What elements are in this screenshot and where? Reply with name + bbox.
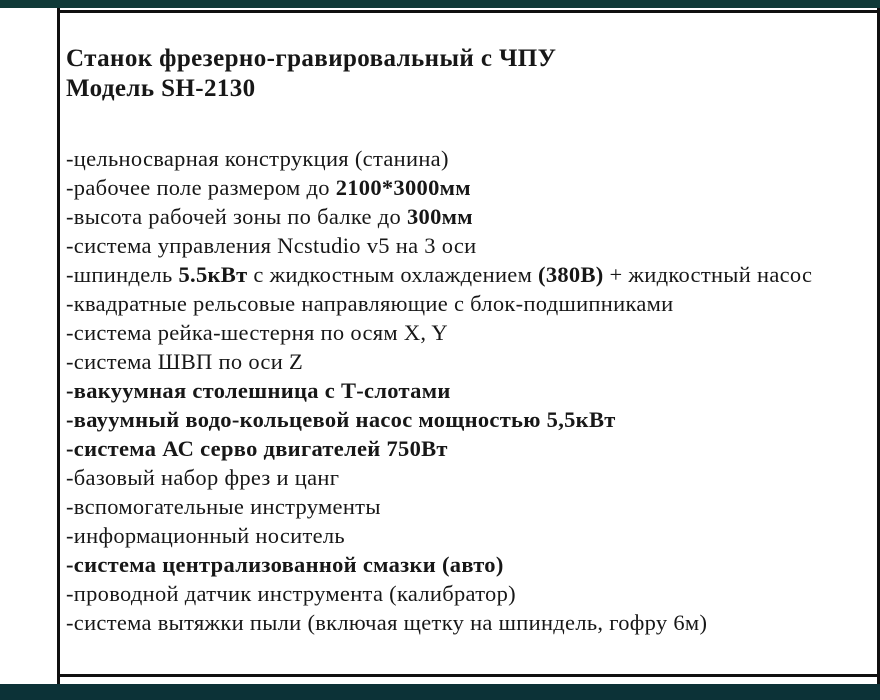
spec-text-bold: (380В) [538, 262, 604, 287]
spec-text-bold: -система АС серво двигателей 750Вт [66, 436, 448, 461]
bottom-teal-bar [0, 684, 880, 700]
spec-line [66, 144, 875, 173]
spec-line [66, 318, 875, 347]
spec-text-bold: 5.5кВт [178, 262, 248, 287]
spec-text: -шпиндель [66, 262, 179, 287]
spec-list [66, 144, 875, 637]
spec-text: -вспомогательные инструменты [66, 494, 381, 519]
spec-line [66, 376, 875, 405]
spec-line [66, 608, 875, 637]
spec-text: -система вытяжки пыли (включая щетку на шпиндель, гофру 6м) [66, 610, 708, 635]
spec-line [66, 202, 875, 231]
spec-text: + жидкостный насос [603, 262, 813, 287]
spec-line [66, 492, 875, 521]
title-line-1: Станок фрезерно-гравировальный с ЧПУ [66, 45, 557, 72]
frame-bottom-border [60, 674, 877, 677]
document-body [60, 8, 877, 674]
spec-text: с жидкостным охлаждением [247, 262, 539, 287]
top-teal-bar [0, 0, 880, 8]
spec-line [66, 550, 875, 579]
spec-text-bold: -вакуумная столешница с Т-слотами [66, 378, 451, 403]
spec-text: -система ШВП по оси Z [66, 349, 304, 374]
spec-line [66, 434, 875, 463]
spec-text: -базовый набор фрез и цанг [66, 465, 340, 490]
spec-text: -проводной датчик инструмента (калибратор) [66, 581, 516, 606]
spec-text: -квадратные рельсовые направляющие с блок-подшипниками [66, 291, 674, 316]
spec-line [66, 260, 875, 289]
document-title [66, 44, 875, 104]
spec-line [66, 579, 875, 608]
spec-text: -система рейка-шестерня по осям X, Y [66, 320, 448, 345]
spec-line [66, 405, 875, 434]
spec-line [66, 347, 875, 376]
spec-text: -цельносварная конструкция (станина) [66, 146, 449, 171]
title-line-2: Модель SH-2130 [66, 75, 256, 102]
spec-text-bold: 2100*3000мм [335, 175, 471, 200]
spec-text: -система управления Ncstudio v5 на 3 оси [66, 233, 477, 258]
spec-line [66, 231, 875, 260]
spec-text: -высота рабочей зоны по балке до [66, 204, 407, 229]
spec-text-bold: -система централизованной смазки (авто) [66, 552, 504, 577]
spec-line [66, 173, 875, 202]
spec-line [66, 463, 875, 492]
spec-text: -информационный носитель [66, 523, 345, 548]
spec-text-bold: -вауумный водо-кольцевой насос мощностью 5,5кВт [66, 407, 616, 432]
document-frame [57, 8, 880, 684]
spec-text-bold: 300мм [406, 204, 473, 229]
spec-line [66, 289, 875, 318]
spec-text: -рабочее поле размером до [66, 175, 336, 200]
spec-line [66, 521, 875, 550]
